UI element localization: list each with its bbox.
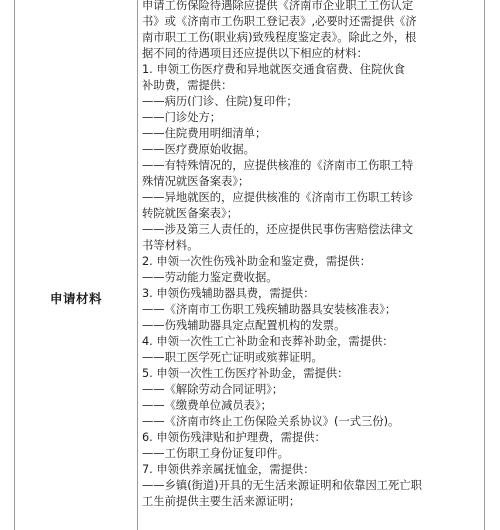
content-line: ——门诊处方；	[142, 111, 222, 124]
content-line: 7. 申领供养亲属抚恤金，需提供：	[142, 463, 315, 476]
content-cell	[138, 0, 485, 530]
content-line: 申请工伤保险待遇除应提供《济南市企业职工工伤认定	[142, 0, 414, 12]
content-line: 据不同的待遇项目还应提供以下相应的材料：	[142, 47, 368, 60]
content-line: 转院就医备案表》；	[142, 207, 239, 220]
content-text-block	[142, 0, 482, 510]
label-cell	[15, 0, 138, 530]
content-line: 6. 申领伤残津贴和护理费，需提供：	[142, 431, 326, 444]
content-line: 2. 申领一次性伤残补助金和鉴定费，需提供：	[142, 255, 372, 268]
right-margin	[485, 0, 500, 530]
content-line: ——乡镇(街道)开具的无生活来源证明和依靠因工死亡职	[142, 479, 422, 492]
content-line: ——《济南市工伤职工残疾辅助器具安装核准表》；	[142, 303, 397, 316]
content-line: 南市职工工伤(职业病)致残程度鉴定表》。除此之外，根	[142, 31, 417, 44]
row-label: 申请材料	[49, 291, 102, 306]
content-line: ——《济南市终止工伤保险关系协议》(一式三份)。	[142, 415, 400, 428]
content-line: ——住院费用明细清单；	[142, 127, 267, 140]
content-line: ——涉及第三人责任的，还应提供民事伤害赔偿法律文	[142, 223, 414, 236]
content-line: ——工伤职工身份证复印件。	[142, 447, 289, 460]
content-line: 工生前提供主要生活来源证明；	[142, 495, 301, 508]
content-line: ——有特殊情况的，应提供核准的《济南市工伤职工特	[142, 159, 414, 172]
content-line: 殊情况就医备案表》；	[142, 175, 250, 188]
content-line: ——异地就医的，应提供核准的《济南市工伤职工转诊	[142, 191, 414, 204]
content-line: ——病历(门诊、住院)复印件；	[142, 95, 298, 108]
content-line: ——《缴费单位减员表》；	[142, 399, 272, 412]
content-line: 3. 申领伤残辅助器具费，需提供：	[142, 287, 315, 300]
content-line: 1. 申领工伤医疗费和异地就医交通食宿费、住院伙食	[142, 63, 405, 76]
content-line: 书》或《济南市工伤职工登记表》,必要时还需提供《济	[142, 15, 417, 28]
content-line: 补助费，需提供：	[142, 79, 233, 92]
content-line: ——医疗费原始收据。	[142, 143, 255, 156]
content-line: 5. 申领一次性工伤医疗补助金，需提供：	[142, 367, 349, 380]
content-line: ——劳动能力鉴定费收据。	[142, 271, 278, 284]
content-line: ——职工医学死亡证明或殡葬证明。	[142, 351, 323, 364]
content-line: ——伤残辅助器具定点配置机构的发票。	[142, 319, 346, 332]
content-line: 4. 申领一次性工亡补助金和丧葬补助金，需提供：	[142, 335, 394, 348]
content-line: 书等材料。	[142, 239, 199, 252]
content-line: ——《解除劳动合同证明》；	[142, 383, 284, 396]
